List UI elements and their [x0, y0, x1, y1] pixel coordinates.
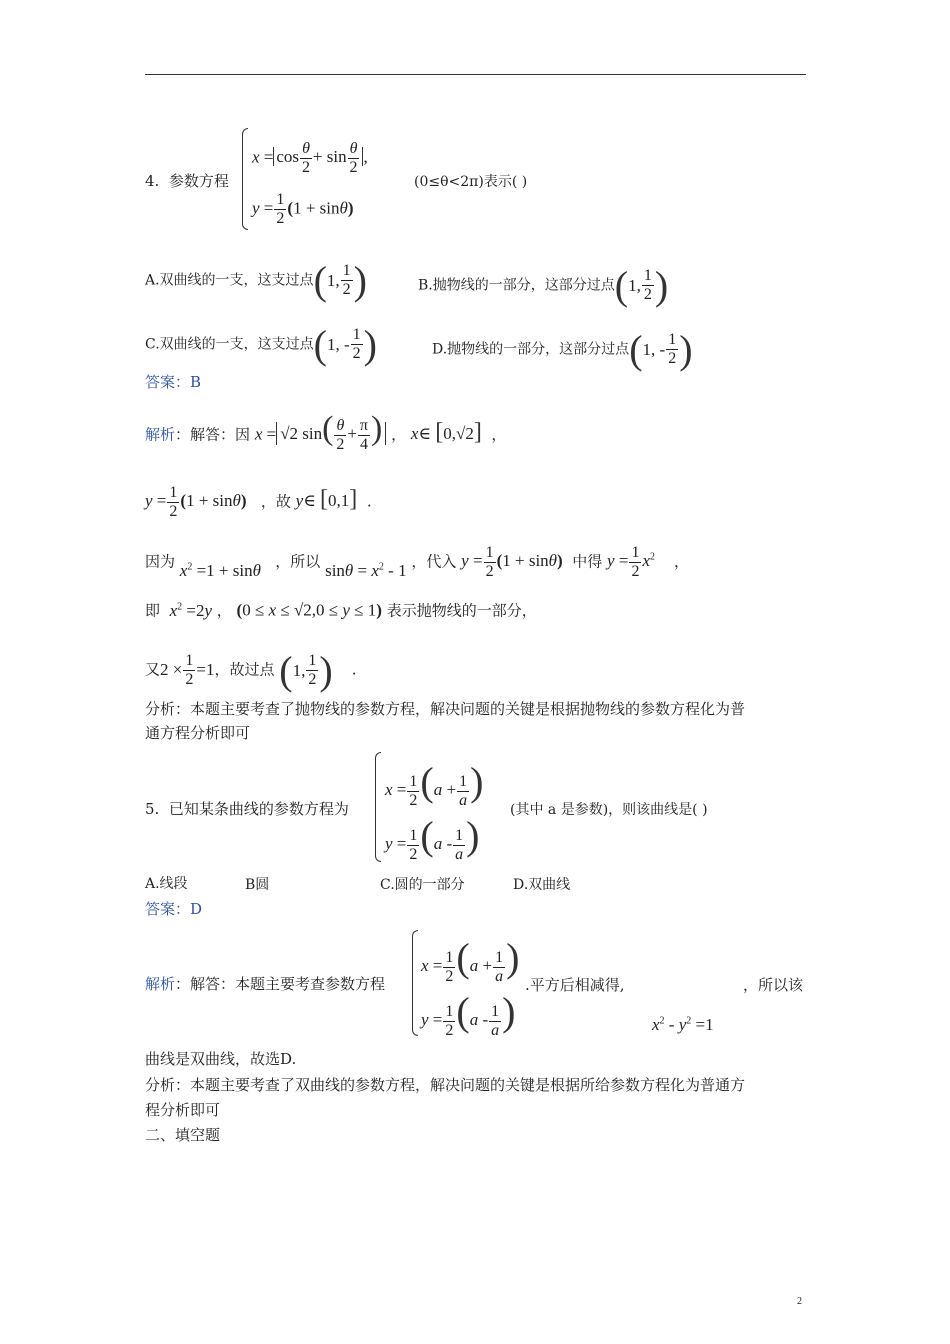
q5-option-d: D.双曲线 — [513, 877, 571, 893]
q4-range: (0≤θ<2π)表示( ) — [414, 174, 528, 190]
q4-eq-x: x = cos $\frac{\theta}{2}$ + sin $\frac{\theta}{2}$ , — [252, 140, 368, 176]
q5-analysis-2: .平方后相减得, — [525, 976, 625, 994]
q5-option-b: B圆 — [245, 877, 270, 893]
q5-answer: 答案：D — [145, 900, 203, 918]
q4-option-d: D.抛物线的一部分，这部分过点 ( 1, - $\frac{1}{2}$ ) — [432, 327, 693, 372]
q4-answer: 答案：B — [145, 373, 202, 391]
q5-tail: (其中 a 是参数)，则该曲线是( ) — [510, 802, 708, 818]
q5-analysis-1: 解析：解答：本题主要考查参数方程 — [145, 975, 386, 993]
q5-option-a: A.线段 — [145, 876, 188, 892]
q5-stem: 5. 已知某条曲线的参数方程为 — [145, 800, 349, 818]
section-heading: 二、填空题 — [145, 1126, 221, 1144]
header-rule — [145, 74, 806, 75]
q4-analysis-5: 又2 × $\frac{1}{2}$ =1，故过点 ( 1, $\frac{1}{2}$ ) . — [145, 647, 357, 693]
q4-option-a: A.双曲线的一支，这支过点 ( 1, $\frac{1}{2}$ ) — [145, 257, 367, 303]
q5-eq-y: y = $\frac{1}{2}$ (a - $\frac{1}{a}$ ) — [385, 813, 480, 863]
q4-brace — [242, 128, 248, 230]
q4-fenxi: 分析：本题主要考查了抛物线的参数方程，解决问题的关键是根据抛物线的参数方程化为普 — [145, 700, 746, 718]
q5-analysis-eq-x: x = $\frac{1}{2}$ (a + $\frac{1}{a}$ ) — [421, 935, 520, 985]
q4-analysis-4: 即 $x^2 =2y$ ， (0 ≤ x ≤ √2,0 ≤ y ≤ 1) 表示抛物线的一部分， — [145, 600, 537, 620]
q4-stem: 4. 参数方程 — [145, 172, 229, 190]
page-number: 2 — [797, 1296, 802, 1307]
q4-fenxi-2: 通方程分析即可 — [145, 724, 251, 742]
q5-eq-x: x = $\frac{1}{2}$ (a + $\frac{1}{a}$ ) — [385, 759, 484, 809]
q5-analysis-brace — [412, 930, 418, 1036]
q5-fenxi-2: 程分析即可 — [145, 1101, 221, 1119]
q5-hyperbola-eq: $x^2 - y^2 =1$ — [652, 1015, 714, 1034]
q5-analysis-eq-y: y = $\frac{1}{2}$ (a - $\frac{1}{a}$ ) — [421, 989, 516, 1039]
q4-option-c: C.双曲线的一支，这支过点 ( 1, - $\frac{1}{2}$ ) — [145, 321, 377, 367]
q4-eq-y: y = $\frac{1}{2}$ (1 + sinθ) — [252, 191, 354, 227]
q4-analysis-2: y = $\frac{1}{2}$ (1 + sinθ) ，故 y∈ [0,1] . — [145, 484, 372, 520]
q5-analysis-4: 曲线是双曲线，故选D. — [145, 1050, 297, 1068]
q5-option-c: C.圆的一部分 — [380, 877, 465, 893]
q5-brace — [375, 752, 381, 862]
q5-fenxi: 分析：本题主要考查了双曲线的参数方程，解决问题的关键是根据所给参数方程化为普通方 — [145, 1076, 746, 1094]
q4-analysis-3: 因为 $x^2 =1 + \sin\theta$ ，所以 $\sin\theta = x^2 - 1$ ，代入 y = $\frac{1}{2}$ (1 + sinθ) 中得 y = $\frac{1}{2}$ $x^2$ ， — [145, 544, 690, 581]
q4-analysis-1: 解析：解答：因 x = √2 sin( $\frac{\theta}{2}$ + $\frac{\pi}{4}$ ) ， x∈ [0,√2] ， — [145, 410, 507, 453]
q5-analysis-3: ，所以该 — [743, 976, 804, 994]
q4-option-b: B.抛物线的一部分，这部分过点 ( 1, $\frac{1}{2}$ ) — [418, 263, 669, 308]
